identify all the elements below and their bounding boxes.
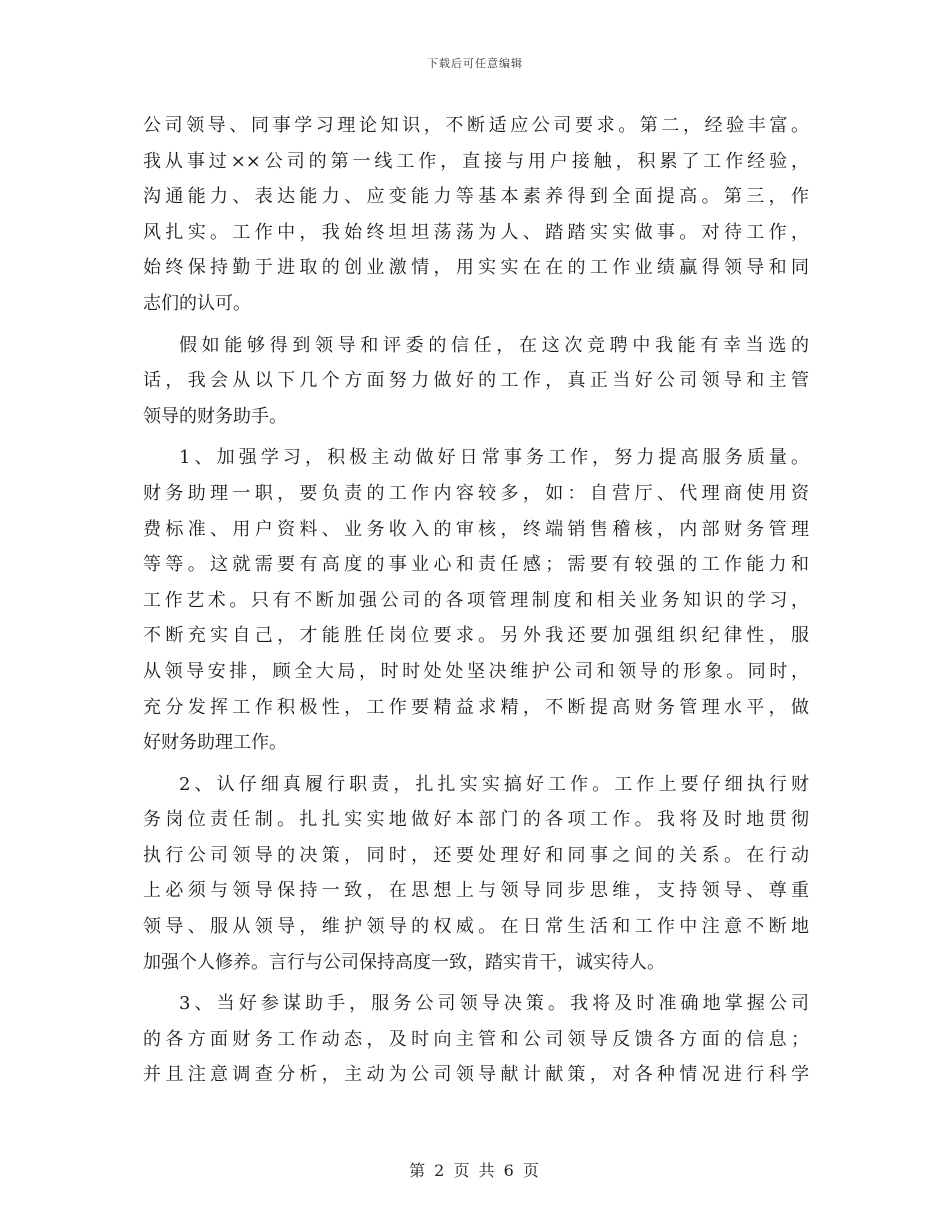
document-body: [143, 108, 809, 1093]
text-line: 始终保持勤于进取的创业激情，用实实在在的工作业绩赢得领导和同: [143, 257, 809, 279]
text-line: 财务助理一职，要负责的工作内容较多，如：自营厅、代理商使用资: [143, 482, 809, 504]
text-line: 上必须与领导保持一致，在思想上与领导同步思维，支持领导、尊重: [143, 880, 809, 902]
text-line: 加强个人修养。言行与公司保持高度一致，踏实肯干，诚实待人。: [143, 951, 665, 973]
paragraph-first-line: 假如能够得到领导和评委的信任，在这次竞聘中我能有幸当选的: [179, 334, 809, 356]
text-line: 务岗位责任制。扎扎实实地做好本部门的各项工作。我将及时地贯彻: [143, 809, 809, 831]
text-line: 从领导安排，顾全大局，时时处处坚决维护公司和领导的形象。同时，: [143, 660, 809, 682]
text-line: 领导、服从领导，维护领导的权威。在日常生活和工作中注意不断地: [143, 916, 809, 938]
text-line: 公司领导、同事学习理论知识，不断适应公司要求。第二，经验丰富。: [143, 115, 809, 136]
paragraph-first-line: 2、认仔细真履行职责，扎扎实实搞好工作。工作上要仔细执行财: [179, 773, 809, 795]
text-line: 不断充实自己，才能胜任岗位要求。另外我还要加强组织纪律性，服: [143, 625, 809, 647]
text-line: 充分发挥工作积极性，工作要精益求精，不断提高财务管理水平，做: [143, 696, 809, 718]
text-line: 领导的财务助手。: [143, 405, 287, 427]
text-line: 执行公司领导的决策，同时，还要处理好和同事之间的关系。在行动: [143, 844, 809, 866]
text-line: 的各方面财务工作动态，及时向主管和公司领导反馈各方面的信息；: [143, 1028, 809, 1050]
text-line: 工作艺术。只有不断加强公司的各项管理制度和相关业务知识的学习，: [143, 589, 809, 611]
paragraph-first-line: 1、加强学习，积极主动做好日常事务工作，努力提高服务质量。: [179, 447, 809, 469]
text-line: 我从事过××公司的第一线工作，直接与用户接触，积累了工作经验，: [143, 150, 809, 172]
text-line: 风扎实。工作中，我始终坦坦荡荡为人、踏踏实实做事。对待工作，: [143, 221, 809, 243]
text-line: 费标准、用户资料、业务收入的审核，终端销售稽核，内部财务管理: [143, 518, 809, 540]
text-line: 并且注意调查分析，主动为公司领导献计献策，对各种情况进行科学: [143, 1064, 809, 1086]
text-line: 话，我会从以下几个方面努力做好的工作，真正当好公司领导和主管: [143, 370, 809, 392]
page-footer: 第 2 页 共 6 页: [409, 1161, 541, 1180]
text-line: 等等。这就需要有高度的事业心和责任感；需要有较强的工作能力和: [143, 554, 809, 576]
paragraph-first-line: 3、当好参谋助手，服务公司领导决策。我将及时准确地掌握公司: [179, 993, 809, 1015]
text-line: 志们的认可。: [143, 292, 251, 314]
header-note: 下载后可任意编辑: [427, 57, 523, 70]
text-line: 沟通能力、表达能力、应变能力等基本素养得到全面提高。第三，作: [143, 186, 809, 208]
text-line: 好财务助理工作。: [143, 732, 287, 754]
